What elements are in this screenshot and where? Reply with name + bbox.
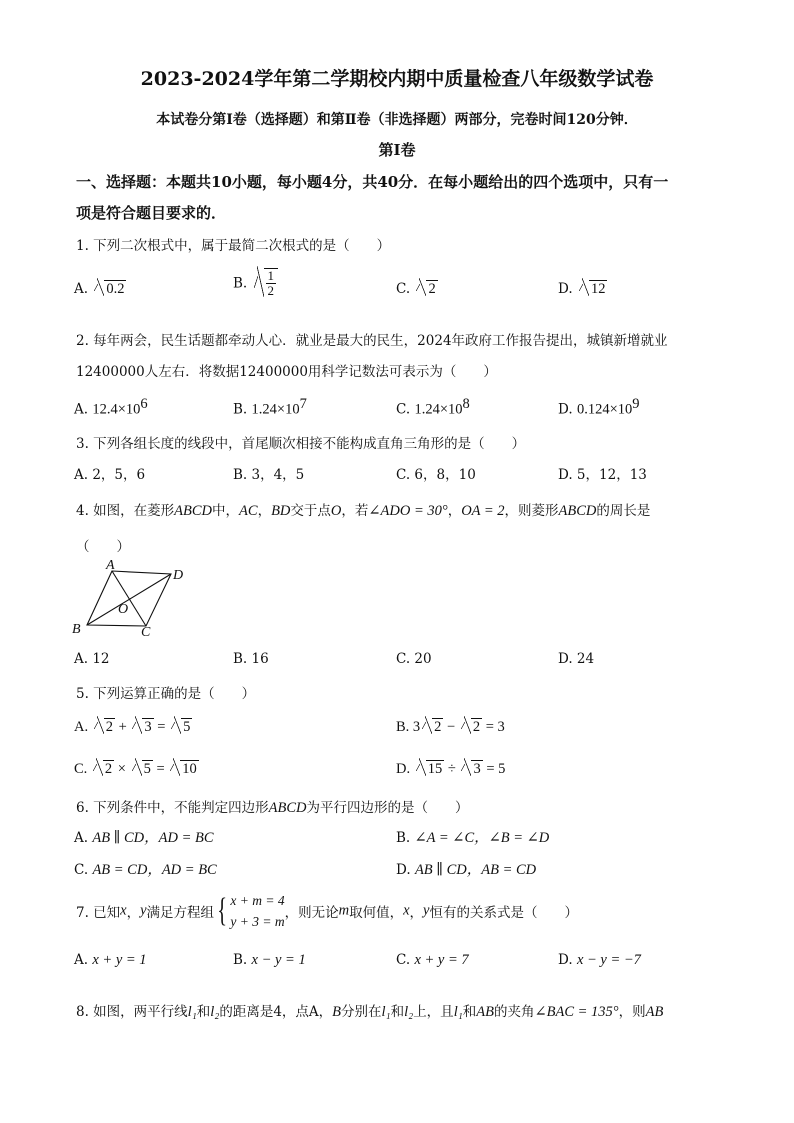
option-label: A. xyxy=(74,281,89,297)
text: ，若 xyxy=(341,503,369,519)
math: x xyxy=(120,902,127,919)
operator: + xyxy=(118,719,127,735)
q8-stem xyxy=(76,1000,663,1021)
text: 上，且 xyxy=(413,1004,454,1020)
exam-instructions: 本试卷分第Ⅰ卷（选择题）和第Ⅱ卷（非选择题）两部分，完卷时间120分钟． xyxy=(156,112,638,128)
math: m xyxy=(338,902,350,919)
exponent: 8 xyxy=(462,396,470,412)
option-value: AB ∥ CD，AD = BC xyxy=(92,830,214,846)
radicand: 3 xyxy=(473,761,481,777)
math: l₁ xyxy=(453,1004,463,1020)
sqrt-symbol xyxy=(416,760,445,778)
q6-option-c xyxy=(74,858,217,879)
text: ，则 xyxy=(618,1004,646,1020)
equation-system xyxy=(230,890,284,932)
radicand: 15 xyxy=(427,761,443,777)
math: y xyxy=(140,902,147,919)
q5-option-b xyxy=(396,718,505,736)
q6-option-d xyxy=(396,858,536,879)
result: = 5 xyxy=(486,761,506,777)
q7-stem xyxy=(76,890,578,932)
math: B xyxy=(332,1004,342,1020)
q1-option-a xyxy=(74,280,126,298)
radicand: 0.2 xyxy=(106,281,125,297)
sqrt-symbol xyxy=(461,718,482,736)
text: 交于点 xyxy=(290,503,331,519)
math: AB xyxy=(476,1004,494,1020)
q4-option-c: C. 20 xyxy=(396,651,432,667)
text: ，则菱形 xyxy=(504,503,559,519)
option-label: A. xyxy=(74,401,89,418)
radicand: 5 xyxy=(143,761,151,777)
sqrt-symbol xyxy=(171,718,192,736)
result: = 3 xyxy=(485,719,505,735)
operator: = xyxy=(156,761,165,777)
option-label: D. xyxy=(558,281,573,297)
q6-stem xyxy=(76,796,469,817)
q1-stem: 1. 下列二次根式中，属于最简二次根式的是（ ） xyxy=(76,238,391,254)
equation-2: y + 3 = m xyxy=(230,914,285,929)
text: 分别在 xyxy=(341,1004,382,1020)
q5-option-d xyxy=(396,760,505,778)
option-value: AB = CD，AD = BC xyxy=(92,862,217,878)
text: 的距离是4，点A， xyxy=(219,1004,333,1020)
option-value: 0.124×10 xyxy=(576,401,633,418)
radicand: 12 xyxy=(590,281,606,297)
text: 8. 如图，两平行线 xyxy=(76,1004,188,1020)
math: l₁ xyxy=(187,1004,197,1020)
math: BD xyxy=(271,503,291,519)
option-label: C. xyxy=(396,281,411,297)
text: 的夹角 xyxy=(493,1004,535,1020)
q4-answer-paren: （ ） xyxy=(76,539,130,555)
text: 和 xyxy=(196,1004,211,1020)
math: ABCD xyxy=(558,503,597,519)
sqrt-symbol xyxy=(94,280,126,298)
option-label: B. xyxy=(396,719,410,735)
sqrt-symbol xyxy=(579,280,608,298)
center-o-label: O xyxy=(118,602,129,617)
sqrt-symbol xyxy=(461,760,482,778)
diagonal-ac xyxy=(112,571,146,626)
option-label: C. xyxy=(74,761,88,777)
radicand: 5 xyxy=(183,719,191,735)
q4-option-b: B. 16 xyxy=(233,651,269,667)
sqrt-symbol xyxy=(94,718,115,736)
vertex-c-label: C xyxy=(141,625,151,640)
section-heading-line1: 一、选择题：本题共10小题，每小题4分，共40分．在每小题给出的四个选项中，只有一 xyxy=(76,173,669,191)
q3-stem: 3. 下列各组长度的线段中，首尾顺次相接不能构成直角三角形的是（ ） xyxy=(76,436,526,452)
radicand: 3 xyxy=(144,719,152,735)
radicand: 10 xyxy=(182,761,197,777)
option-label: B. xyxy=(396,830,411,846)
option-value: 1.24×10 xyxy=(414,401,463,418)
option-value: x − y = 1 xyxy=(251,952,306,968)
rhombus-diagram xyxy=(68,560,198,644)
math: OA = 2 xyxy=(461,503,505,519)
q4-option-d: D. 24 xyxy=(558,651,595,667)
text: ，则无论 xyxy=(284,905,339,921)
q6-option-a xyxy=(74,826,214,847)
option-label: B. xyxy=(233,401,248,418)
q1-option-d xyxy=(558,280,607,298)
left-brace: { xyxy=(217,892,228,929)
option-label: D. xyxy=(396,761,411,777)
q3-option-d: D. 5，12，13 xyxy=(558,467,647,483)
q3-option-c: C. 6，8，10 xyxy=(396,467,476,483)
math: ∠BAC = 135° xyxy=(534,1004,619,1020)
radicand: 2 xyxy=(105,719,113,735)
q2-stem-line1: 2. 每年两会，民生话题都牵动人心．就业是最大的民生，2024年政府工作报告提出，城镇新增就业 xyxy=(76,333,668,349)
exponent: 7 xyxy=(299,396,307,412)
option-label: C. xyxy=(396,401,411,418)
option-label: D. xyxy=(558,401,573,418)
volume-heading: 第Ⅰ卷 xyxy=(378,141,416,159)
math: AB xyxy=(645,1004,664,1020)
math: l₂ xyxy=(210,1004,220,1020)
q3-option-a: A. 2，5，6 xyxy=(74,467,146,483)
sqrt-symbol xyxy=(254,268,279,299)
option-value: x + y = 7 xyxy=(414,952,469,968)
text: 和 xyxy=(462,1004,477,1020)
numerator: 1 xyxy=(267,268,275,283)
math: x xyxy=(403,902,410,919)
option-label: A. xyxy=(74,719,89,735)
operator: ÷ xyxy=(447,761,456,777)
text: 满足方程组 xyxy=(146,905,215,921)
option-label: D. xyxy=(396,862,411,878)
section-heading-line2: 项是符合题目要求的． xyxy=(76,204,227,222)
option-value: ∠A = ∠C，∠B = ∠D xyxy=(414,830,550,846)
q2-option-a xyxy=(74,396,148,419)
math: l₂ xyxy=(404,1004,414,1020)
radicand: 2 xyxy=(104,761,113,777)
q1-option-c xyxy=(396,280,438,298)
text: ， xyxy=(126,905,141,921)
option-value: 12.4×10 xyxy=(92,401,141,418)
q3-option-b: B. 3，4，5 xyxy=(233,467,305,483)
sqrt-symbol xyxy=(93,760,114,778)
q2-option-c xyxy=(396,396,470,419)
q7-option-d xyxy=(558,952,641,969)
sqrt-symbol xyxy=(422,718,443,736)
q5-stem: 5. 下列运算正确的是（ ） xyxy=(76,686,256,702)
option-label: A. xyxy=(74,952,89,968)
math: l₁ xyxy=(381,1004,391,1020)
option-value: x + y = 1 xyxy=(92,952,147,968)
q7-option-b xyxy=(233,952,306,969)
vertex-d-label: D xyxy=(173,568,184,583)
radicand: 2 xyxy=(434,719,442,735)
sqrt-symbol xyxy=(170,760,199,778)
q6-option-b xyxy=(396,826,549,847)
exponent: 6 xyxy=(140,396,148,412)
math: ABCD xyxy=(268,800,307,816)
q2-option-d xyxy=(558,396,640,419)
math: AC xyxy=(239,503,258,519)
q5-option-a xyxy=(74,718,192,736)
option-label: B. xyxy=(233,275,248,292)
text: ， xyxy=(409,905,424,921)
equation-1: x + m = 4 xyxy=(230,893,285,908)
q1-option-b xyxy=(233,268,278,299)
text: 4. 如图，在菱形 xyxy=(76,503,175,519)
q7-option-c xyxy=(396,952,469,969)
math: ∠ADO = 30° xyxy=(368,503,448,519)
sqrt-symbol xyxy=(132,718,153,736)
math: O xyxy=(330,503,342,519)
page-title: 2023-2024学年第二学期校内期中质量检查八年级数学试卷 xyxy=(140,68,654,90)
option-label: D. xyxy=(558,952,573,968)
math: ABCD xyxy=(174,503,213,519)
option-value: 1.24×10 xyxy=(251,401,300,418)
vertex-a-label: A xyxy=(106,560,115,573)
operator: = xyxy=(157,719,166,735)
denominator: 2 xyxy=(267,283,275,299)
exponent: 9 xyxy=(632,396,640,412)
q4-stem xyxy=(76,499,650,520)
q4-option-a: A. 12 xyxy=(74,651,110,667)
text: ， xyxy=(257,503,272,519)
q5-option-c xyxy=(74,760,199,778)
text: 6. 下列条件中，不能判定四边形 xyxy=(76,800,269,816)
text: 取何值， xyxy=(349,905,404,921)
option-label: C. xyxy=(74,862,89,878)
option-value: AB ∥ CD，AB = CD xyxy=(414,862,537,878)
option-label: C. xyxy=(396,952,411,968)
option-value: x − y = −7 xyxy=(576,952,641,968)
text: 7. 已知 xyxy=(76,905,121,921)
text: ， xyxy=(447,503,462,519)
text: 恒有的关系式是（ ） xyxy=(429,905,578,921)
radicand: 2 xyxy=(428,281,436,297)
vertex-b-label: B xyxy=(72,622,81,637)
text: 为平行四边形的是（ ） xyxy=(306,800,469,816)
option-label: B. xyxy=(233,952,248,968)
option-label: A. xyxy=(74,830,89,846)
text: 的周长是 xyxy=(596,503,651,519)
q2-option-b xyxy=(233,396,307,419)
text: 中， xyxy=(212,503,240,519)
math: y xyxy=(423,902,430,919)
coefficient: 3 xyxy=(412,719,421,735)
radicand: 2 xyxy=(472,719,481,735)
sqrt-symbol xyxy=(416,280,437,298)
q7-option-a xyxy=(74,952,147,969)
operator: × xyxy=(117,761,126,777)
operator: − xyxy=(447,719,456,735)
q2-stem-line2: 12400000人左右．将数据12400000用科学记数法可表示为（ ） xyxy=(76,364,497,380)
text: 和 xyxy=(390,1004,405,1020)
sqrt-symbol xyxy=(132,760,153,778)
